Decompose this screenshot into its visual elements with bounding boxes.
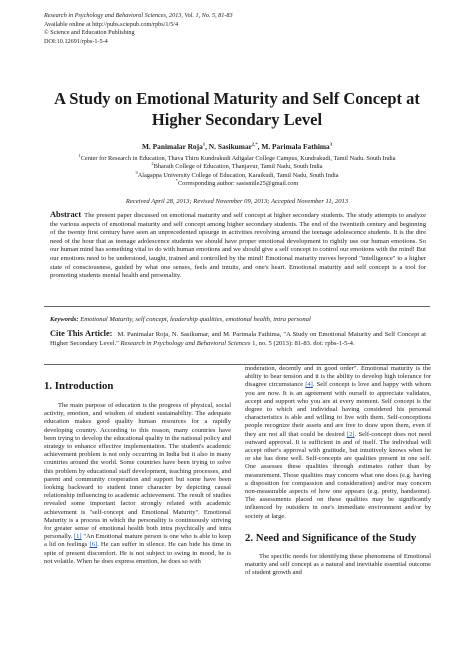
affiliations <box>30 152 444 188</box>
paragraph-continued <box>245 365 431 521</box>
keywords-text: Emotional Maturity, self concept, leadership qualities, emotional health, intra personal <box>80 316 311 323</box>
need-paragraph: The specific needs for identifying these phenomena of Emotional maturity and self concept as a natural and inevitable essential outcome of student growth and <box>245 552 431 577</box>
divider <box>44 306 430 307</box>
cite-label: Cite This Article: <box>50 329 113 338</box>
reference-link[interactable]: [4] <box>305 381 313 389</box>
affiliation-text: Corresponding author: sasismile25@gmail.com <box>177 179 299 187</box>
author-name: N. Sasikumar <box>208 142 252 151</box>
abstract-text: The present paper discussed on emotional maturity and self concept at higher secondary students. The study attempts to analyze the various aspects of emotional maturity and self concept among higher secondary students. The end of the twentieth century and beginning of the twenty first century have seen an unprecedented upsurge in activities revolving around the teenage adolescence students. It is the dire need of the hour that as teenage adolescence students we should have proper emotional development to rightly use our human emotions. So our human mind has something vital to do with human emotions and we should give a self concept to control our emotions with the mind! But our emotions need to be understood, taught, trained and controlled by the mind! Emotional maturity moves beyond "intelligence" to a higher state of consciousness, guided by what one senses, feels and intuits, and one's heart. Emotional maturity and self concept is a tool for promoting students mental health and personality. <box>50 212 426 280</box>
author-sup: 2,* <box>251 141 258 147</box>
author-sep: , <box>257 142 262 151</box>
section-heading-need-significance: 2. Need and Significance of the Study <box>245 531 417 544</box>
affiliation-sup: * <box>175 177 178 183</box>
title-line-1: A Study on Emotional Maturity and Self Concept at <box>54 89 420 108</box>
author-name: M. Panimalar Roja <box>141 142 203 151</box>
affiliation-sup: 2 <box>151 161 154 167</box>
affiliation-sup: 1 <box>78 152 81 158</box>
publication-dates: Received April 28, 2013; Revised November 09, 2013; Accepted November 11, 2013 <box>125 198 349 205</box>
keywords <box>50 316 426 323</box>
left-column <box>44 365 231 566</box>
copyright: © Science and Education Publishing <box>44 29 135 37</box>
journal-url[interactable]: Available online at http://pubs.sciepub.com/rpbs/1/5/4 <box>44 20 179 28</box>
right-column <box>245 365 431 577</box>
author-name: M. Parimala Fathima <box>261 142 330 151</box>
cite-text: M. Panimalar Roja, N. Sasikumar, and M. Parimala Fathima, "A Study on Emotional Maturity and Self Concept at Higher Secondary Level." <box>50 331 427 347</box>
cite-journal: Research in Psychology and Behavioral Sciences <box>120 339 251 347</box>
cite-rest: 1, no. 5 (2013): 81-83. doi: rpbs-1-5-4. <box>252 339 355 347</box>
author-list <box>30 142 444 151</box>
paper-title <box>30 88 444 130</box>
paragraph-text: The main purpose of education is the progress of physical, social activity, emotion, and wisdom of student sustainability. The adequate education makes good quality human resources for a rapidly developing country. According to this reason, many countries have been trying to develop the educational quality in the national policy and strategy to enhance effective implementation. The student's academic achievement problem is not only occurring in India but it also in many countries around the world. Some countries have been trying to solve this problem by educational staff development, teaching processes, and parent and community cooperation and support but some have been looking backward to student inner character by depicting causal relationship influencing to academic achievement. The result of studies revealed some important factor strongly related with academic achievement is "self-concept and Emotional Maturity". Emotional Maturity is a process in which the personality is continuously striving for greater sense of emotional health both intra psychically and intra personally. <box>44 402 231 541</box>
corresponding-author <box>30 177 444 188</box>
affiliation-text: Bharath College of Education, Thanjavur, Tamil Nadu, South India <box>153 163 323 171</box>
author-sup: 3 <box>329 141 333 147</box>
journal-header <box>44 12 344 46</box>
intro-paragraph <box>44 402 231 566</box>
affiliation <box>30 163 444 171</box>
affiliation-text: Alagappa University College of Education, Karaikudi, Tamil Nadu, South India <box>137 171 339 179</box>
journal-name: Research in Psychology and Behavioral Sciences, 2013, Vol. 1, No. 5, 81-83 <box>44 12 233 19</box>
reference-link[interactable]: [6] <box>89 541 98 549</box>
abstract <box>50 211 426 281</box>
abstract-label: Abstract <box>50 210 82 219</box>
affiliation <box>30 169 444 180</box>
keywords-label: Keywords: <box>50 316 79 323</box>
section-heading-introduction: 1. Introduction <box>44 380 114 392</box>
affiliation-text: Center for Research in Education, Thava Thiru Kundrakudi Adigalar College Campus, Kundrakudi, Tamil Nadu. South India <box>80 155 396 162</box>
author-sup: 1 <box>202 141 206 147</box>
paragraph-text: moderation, decently and in good order". Emotional maturity is the ability to bear tension and it is the ability to develop high tolerance for disagree circumstance <box>245 365 431 389</box>
citation <box>50 330 426 348</box>
reference-link[interactable]: [2] <box>346 430 355 438</box>
title-line-2: Higher Secondary Level <box>151 110 323 129</box>
reference-link[interactable]: [1] <box>74 533 82 541</box>
paragraph-text: . Self concept is love and happy with whom you are now. It is an agreement with ourself to appreciate validates, accept and support who you are at every moment. Self concept is the degree to which and individual having considered his personal characteristics is able and willing to live with them. Self-conceptions people recognize their assets and are free to draw upon them, even if they are not all that could be desired <box>245 381 431 438</box>
affiliation-sup: 3 <box>135 169 138 175</box>
paragraph-text: . Self-concept does not need outward approval. It is sufficient in and of itself. The individual will accept other's approval with gratitude, but intuitively knows when he or she has done well. Self-concepts are qualities present in one self. One assesses these qualities through estimates rather than by measurement. Those qualities may concern what one does (e.g. having a disposition for compassion and consideration) and/or may concern non-measurable aspects of how one appears (e.g. pretty, handsome). The assessments placed on these qualities may be significantly influenced by outsiders in one's immediate environment and/or by society at large. <box>245 430 431 520</box>
paragraph-text: . He can suffer in silence. He can bide his time in spite of present discomfort. He is not subject to swing in mood, he is not volatile. When he does express emotion, he does so with <box>44 541 232 565</box>
doi[interactable]: DOI:10.12691/rpbs-1-5-4 <box>44 37 108 45</box>
paragraph-text: "An Emotional mature person is one who is able to keep a lid on feelings <box>44 533 232 549</box>
author-sep: , <box>205 142 209 151</box>
